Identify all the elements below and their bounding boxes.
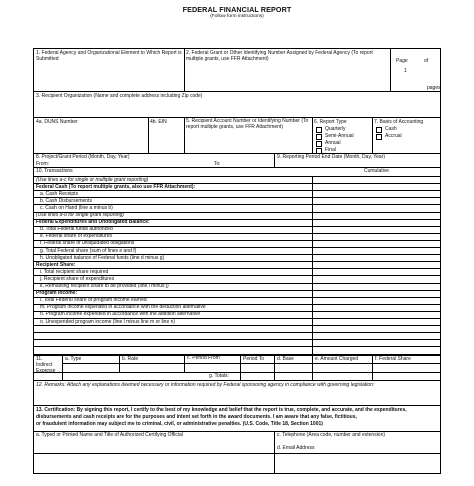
accrual-checkbox[interactable] — [376, 134, 382, 140]
indirect-totals-label: g. Totals: — [209, 373, 229, 379]
certification-line-1: 13. Certification: By signing this report, I certify to the best of my knowledge and belief that the report is true, complete, and accurate, and the expenditures, — [36, 407, 407, 413]
cash-label: Cash — [385, 126, 397, 132]
from-label: From: — [36, 161, 50, 167]
transaction-row-divider — [34, 197, 440, 198]
page-label: Page — [396, 58, 408, 64]
transaction-row-divider — [34, 339, 440, 340]
program-income-heading: Program Income: — [36, 290, 78, 297]
indirect-amount-charged-label: e. Amount Charged — [315, 356, 359, 362]
certification-line-3: or fraudulent information may subject me to criminal, civil, or administrative penalties. (U.S. Code, Title 18, Section 1001) — [36, 421, 323, 427]
indirect-rate-label: b. Rate — [122, 356, 139, 362]
to-label: To: — [214, 161, 221, 167]
quarterly-label: Quarterly — [325, 126, 346, 132]
row-b-label: b. Cash Disbursements — [40, 197, 92, 204]
transaction-row-divider — [34, 261, 440, 262]
box-8-project-period-label: 8. Project/Grant Period (Month, Day, Year) — [36, 154, 130, 160]
indirect-period-from-label: c. Period From — [187, 355, 220, 361]
accrual-label: Accrual — [385, 133, 402, 139]
row-k-label: k. Remaining recipient share to be provided (line i minus j) — [40, 283, 169, 289]
transaction-row-divider — [34, 332, 440, 333]
page-number[interactable]: 1 — [404, 68, 407, 74]
indirect-period-to-label: Period To — [243, 356, 265, 362]
row-n-label: n. Program income expended in accordance with the addition alternative — [40, 311, 201, 318]
federal-expenditures-heading: Federal Expenditures and Unobligated Balance: — [36, 219, 150, 226]
cash-checkbox[interactable] — [376, 127, 382, 133]
annual-checkbox[interactable] — [316, 141, 322, 147]
indirect-type-label: a. Type — [65, 356, 82, 362]
box-2-grant-number-label: 2. Federal Grant or Other Identifying Number Assigned by Federal Agency (To report multiple grants, use FFR Attachment) — [186, 50, 373, 62]
form-subtitle: (Follow form instructions) — [210, 14, 264, 19]
box-4b-ein-label: 4b. EIN — [150, 119, 167, 125]
pages-label: pages — [427, 85, 441, 91]
expense-label: Expense — [36, 368, 56, 374]
row-g-label: g. Total Federal share (sum of lines e and f) — [40, 247, 137, 254]
box-9-reporting-period-end-label: 9. Reporting Period End Date (Month, Day, Year) — [277, 154, 386, 160]
transaction-row-divider — [34, 190, 440, 191]
indirect-federal-share-label: f. Federal Share — [375, 356, 411, 362]
box-13a-name-title-label: a. Typed or Printed Name and Title of Authorized Certifying Official — [36, 432, 183, 438]
annual-label: Annual — [325, 140, 341, 146]
indirect-label: Indirect — [36, 362, 53, 368]
certification-line-2: disbursements and cash receipts are for the purposes and intent set forth in the award documents. I am aware that any false, fictitious, — [36, 414, 357, 420]
box-6-report-type-label: 6. Report Type — [314, 119, 347, 125]
row-m-label: m. Program income expended in accordance with the deduction alternative — [40, 304, 206, 311]
row-d-label: d. Total Federal funds authorized — [40, 226, 113, 233]
form-title: FEDERAL FINANCIAL REPORT — [182, 5, 292, 14]
box-5-account-number-label: 5. Recipient Account Number or Identifying Number (To report multiple grants, use FFR Attachment) — [186, 118, 309, 130]
row-c-label: c. Cash on Hand (line a minus b) — [40, 204, 113, 211]
transactions-title: 10. Transactions — [36, 168, 73, 174]
transaction-row-divider — [34, 325, 440, 326]
box-1-agency-label: 1. Federal Agency and Organizational Element to Which Report is Submitted — [36, 50, 182, 62]
row-f-label: f. Federal share of unliquidated obligations — [40, 240, 135, 247]
row-h-label: h. Unobligated balance of Federal funds (line d minus g) — [40, 254, 165, 261]
indirect-base-label: d. Base — [277, 356, 294, 362]
final-label: Final — [325, 147, 336, 153]
semi-annual-label: Semi-Annual — [325, 133, 354, 139]
row-l-label: l. Total Federal share of program income earned — [40, 297, 147, 304]
row-e-label: e. Federal share of expenditures — [40, 233, 112, 240]
box-13c-telephone-label: c. Telephone (Area code, number and extension) — [277, 432, 386, 438]
row-a-label: a. Cash Receipts — [40, 190, 79, 197]
note-lines-d-o: (Use lines d-o for single grant reporting) — [36, 212, 125, 218]
box-12-remarks-label: 12. Remarks: Attach any explanations deemed necessary or information required by Federal sponsoring agency in compliance with governing legislation: — [36, 382, 375, 388]
box-13d-email-label: d. Email Address — [277, 445, 315, 451]
federal-cash-heading: Federal Cash (To report multiple grants, also use FFR Attachment): — [36, 183, 196, 190]
note-lines-a-c: (Use lines a-c for single or multiple grant reporting) — [36, 176, 149, 183]
box-4a-duns-label: 4a. DUNS Number — [36, 119, 78, 125]
semi-annual-checkbox[interactable] — [316, 134, 322, 140]
quarterly-checkbox[interactable] — [316, 127, 322, 133]
transaction-row-divider — [34, 290, 440, 291]
of-label: of — [424, 58, 429, 64]
cumulative-label: Cumulative — [364, 168, 390, 174]
recipient-share-heading: Recipient Share: — [36, 261, 76, 268]
report-form — [33, 48, 441, 474]
transaction-row-divider — [34, 346, 440, 347]
box-11-label: 11. — [36, 356, 43, 362]
row-o-label: o. Unexpended program income (line l minus line m or line n) — [40, 318, 176, 325]
row-i-label: i. Total recipient share required — [40, 268, 109, 275]
box-3-recipient-organization-label: 3. Recipient Organization (Name and complete address including Zip code) — [36, 93, 203, 99]
row-j-label: j. Recipient share of expenditures — [40, 275, 115, 282]
box-7-accounting-basis-label: 7. Basis of Accounting — [374, 119, 424, 125]
